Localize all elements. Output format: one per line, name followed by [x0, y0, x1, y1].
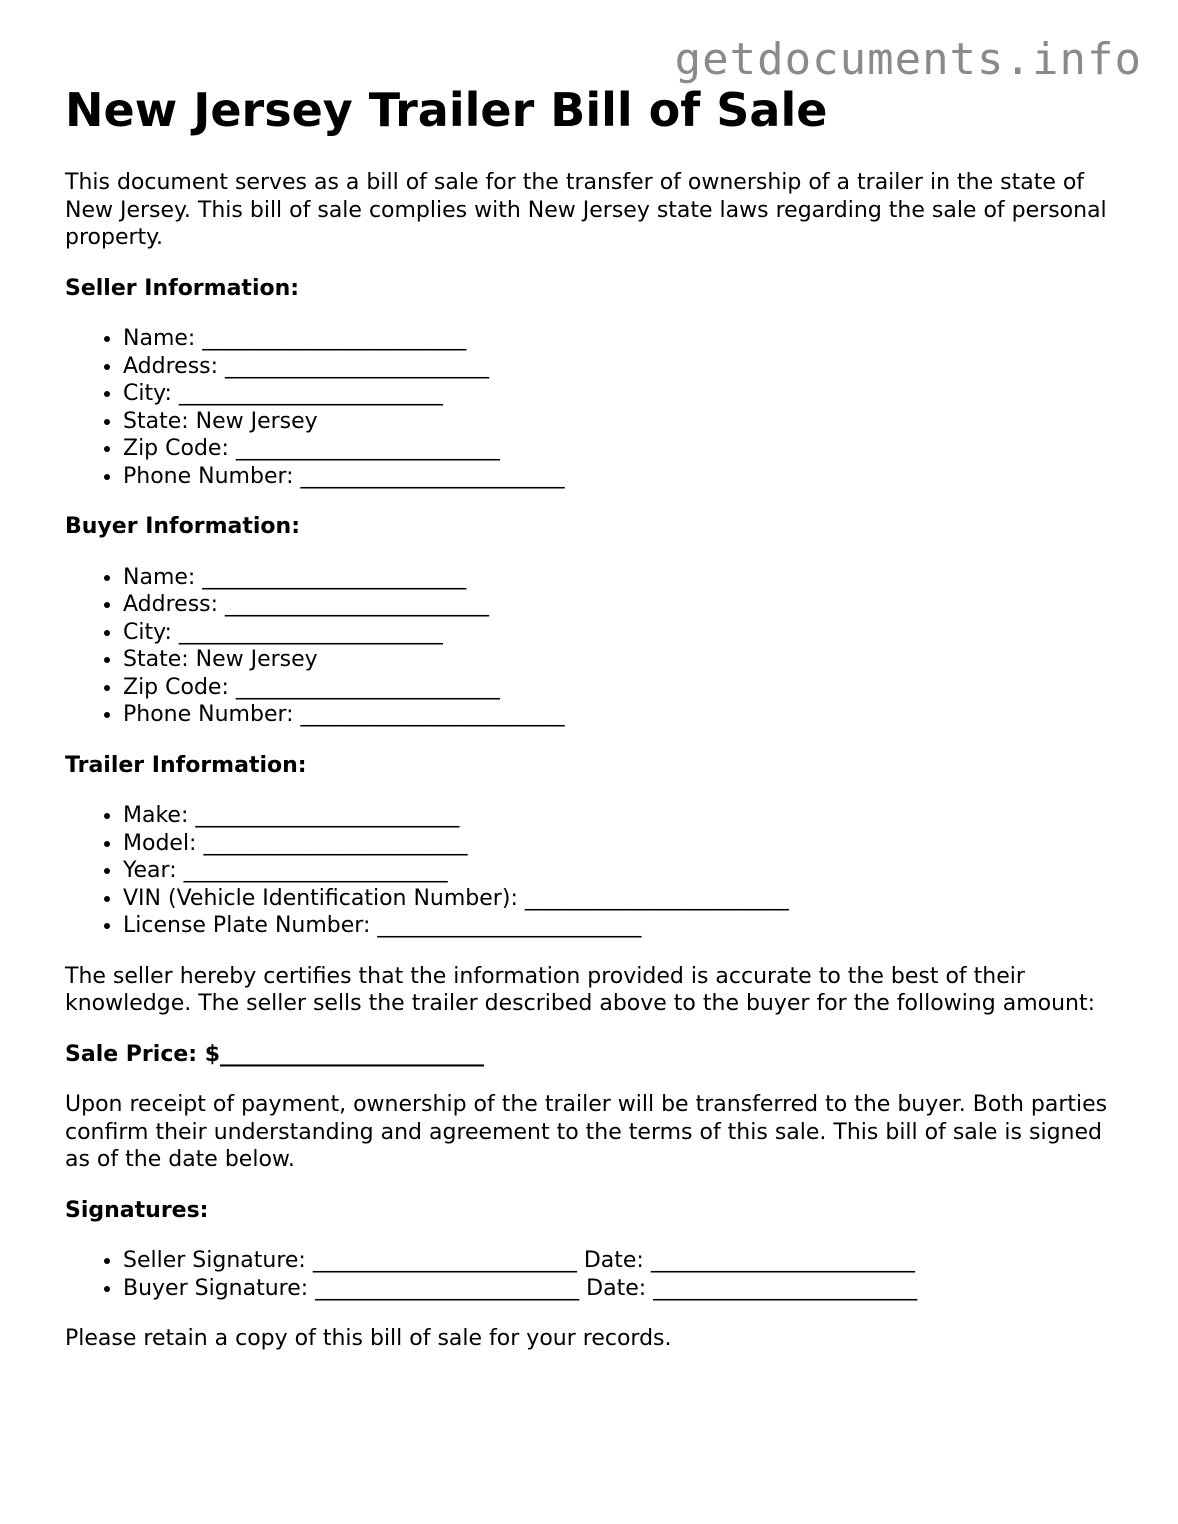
page-title: New Jersey Trailer Bill of Sale [65, 83, 828, 137]
sale-price-field: Sale Price: $________________________ [65, 1041, 485, 1067]
buyer-phone-field: • Phone Number: ________________________ [123, 701, 1125, 729]
trailer-model-field: • Model: ________________________ [123, 830, 1125, 858]
trailer-heading: Trailer Information: [65, 752, 307, 778]
seller-zip-field: • Zip Code: ________________________ [123, 435, 1125, 463]
buyer-state-field: • State: New Jersey [123, 646, 1125, 674]
trailer-make-field: • Make: ________________________ [123, 802, 1125, 830]
trailer-year-field: • Year: ________________________ [123, 857, 1125, 885]
signatures-list [65, 1247, 1125, 1302]
seller-heading: Seller Information: [65, 275, 300, 301]
transfer-paragraph: Upon receipt of payment, ownership of the trailer will be transferred to the buyer. Both parties confirm their understanding and agreement to the terms of this sale. This bill of sale is signed as of the date below. [65, 1092, 1108, 1172]
seller-city-field: • City: ________________________ [123, 380, 1125, 408]
seller-name-field: • Name: ________________________ [123, 325, 1125, 353]
signatures-heading: Signatures: [65, 1197, 209, 1223]
buyer-address-field: • Address: ________________________ [123, 591, 1125, 619]
trailer-vin-field: • VIN (Vehicle Identification Number): ________________________ [123, 885, 1125, 913]
buyer-city-field: • City: ________________________ [123, 619, 1125, 647]
document-page [65, 82, 1125, 1353]
certification-paragraph: The seller hereby certifies that the information provided is accurate to the best of their knowledge. The seller sells the trailer described above to the buyer for the following amount: [65, 963, 1096, 1016]
seller-state-field: • State: New Jersey [123, 408, 1125, 436]
trailer-fields-list [65, 802, 1125, 940]
closing-paragraph: Please retain a copy of this bill of sale for your records. [65, 1326, 672, 1351]
trailer-plate-field: • License Plate Number: ________________________ [123, 912, 1125, 940]
buyer-zip-field: • Zip Code: ________________________ [123, 674, 1125, 702]
intro-paragraph: This document serves as a bill of sale for the transfer of ownership of a trailer in the state of New Jersey. This bill of sale complies with New Jersey state laws regarding the sale of personal property. [65, 170, 1107, 250]
buyer-signature-field: • Buyer Signature: ________________________ Date: ________________________ [123, 1275, 1125, 1303]
seller-address-field: • Address: ________________________ [123, 353, 1125, 381]
seller-signature-field: • Seller Signature: ________________________ Date: ________________________ [123, 1247, 1125, 1275]
buyer-name-field: • Name: ________________________ [123, 564, 1125, 592]
seller-phone-field: • Phone Number: ________________________ [123, 463, 1125, 491]
buyer-fields-list [65, 564, 1125, 729]
buyer-heading: Buyer Information: [65, 514, 300, 539]
seller-fields-list [65, 325, 1125, 490]
watermark: getdocuments.info [674, 34, 1142, 85]
